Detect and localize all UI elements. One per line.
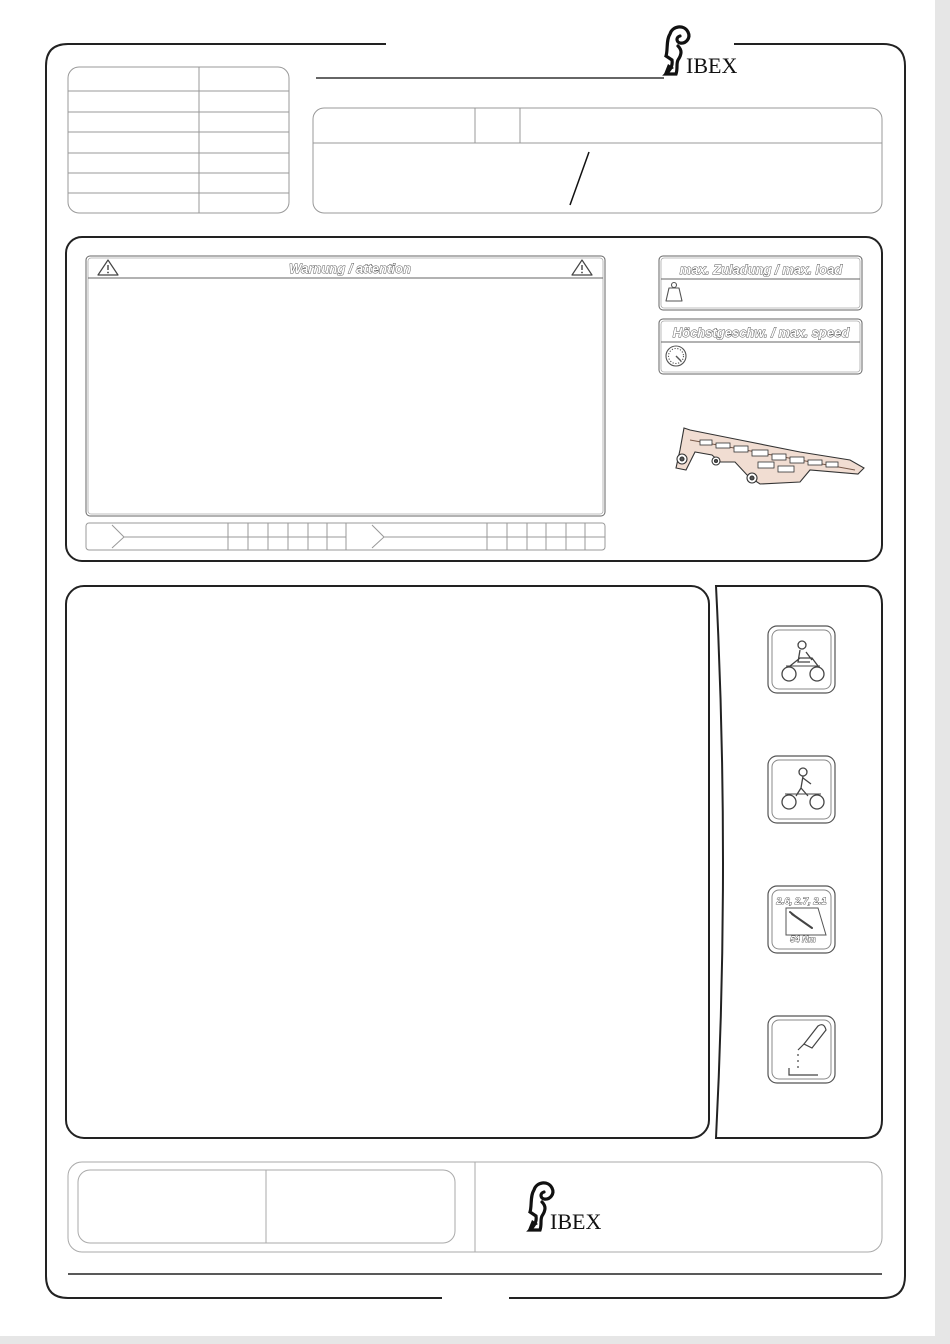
brand-name: IBEX <box>686 53 738 78</box>
max-speed-title: Höchstgeschw. / max. speed <box>672 325 850 340</box>
torque-sizes: 2.6, 2.7, 2.1 <box>776 896 827 907</box>
footer-brand-name: IBEX <box>550 1209 602 1234</box>
torque-value: 54 Nm <box>790 934 816 944</box>
warning-title: Warnung / attention <box>289 261 411 276</box>
max-load-title: max. Zuladung / max. load <box>679 262 843 277</box>
